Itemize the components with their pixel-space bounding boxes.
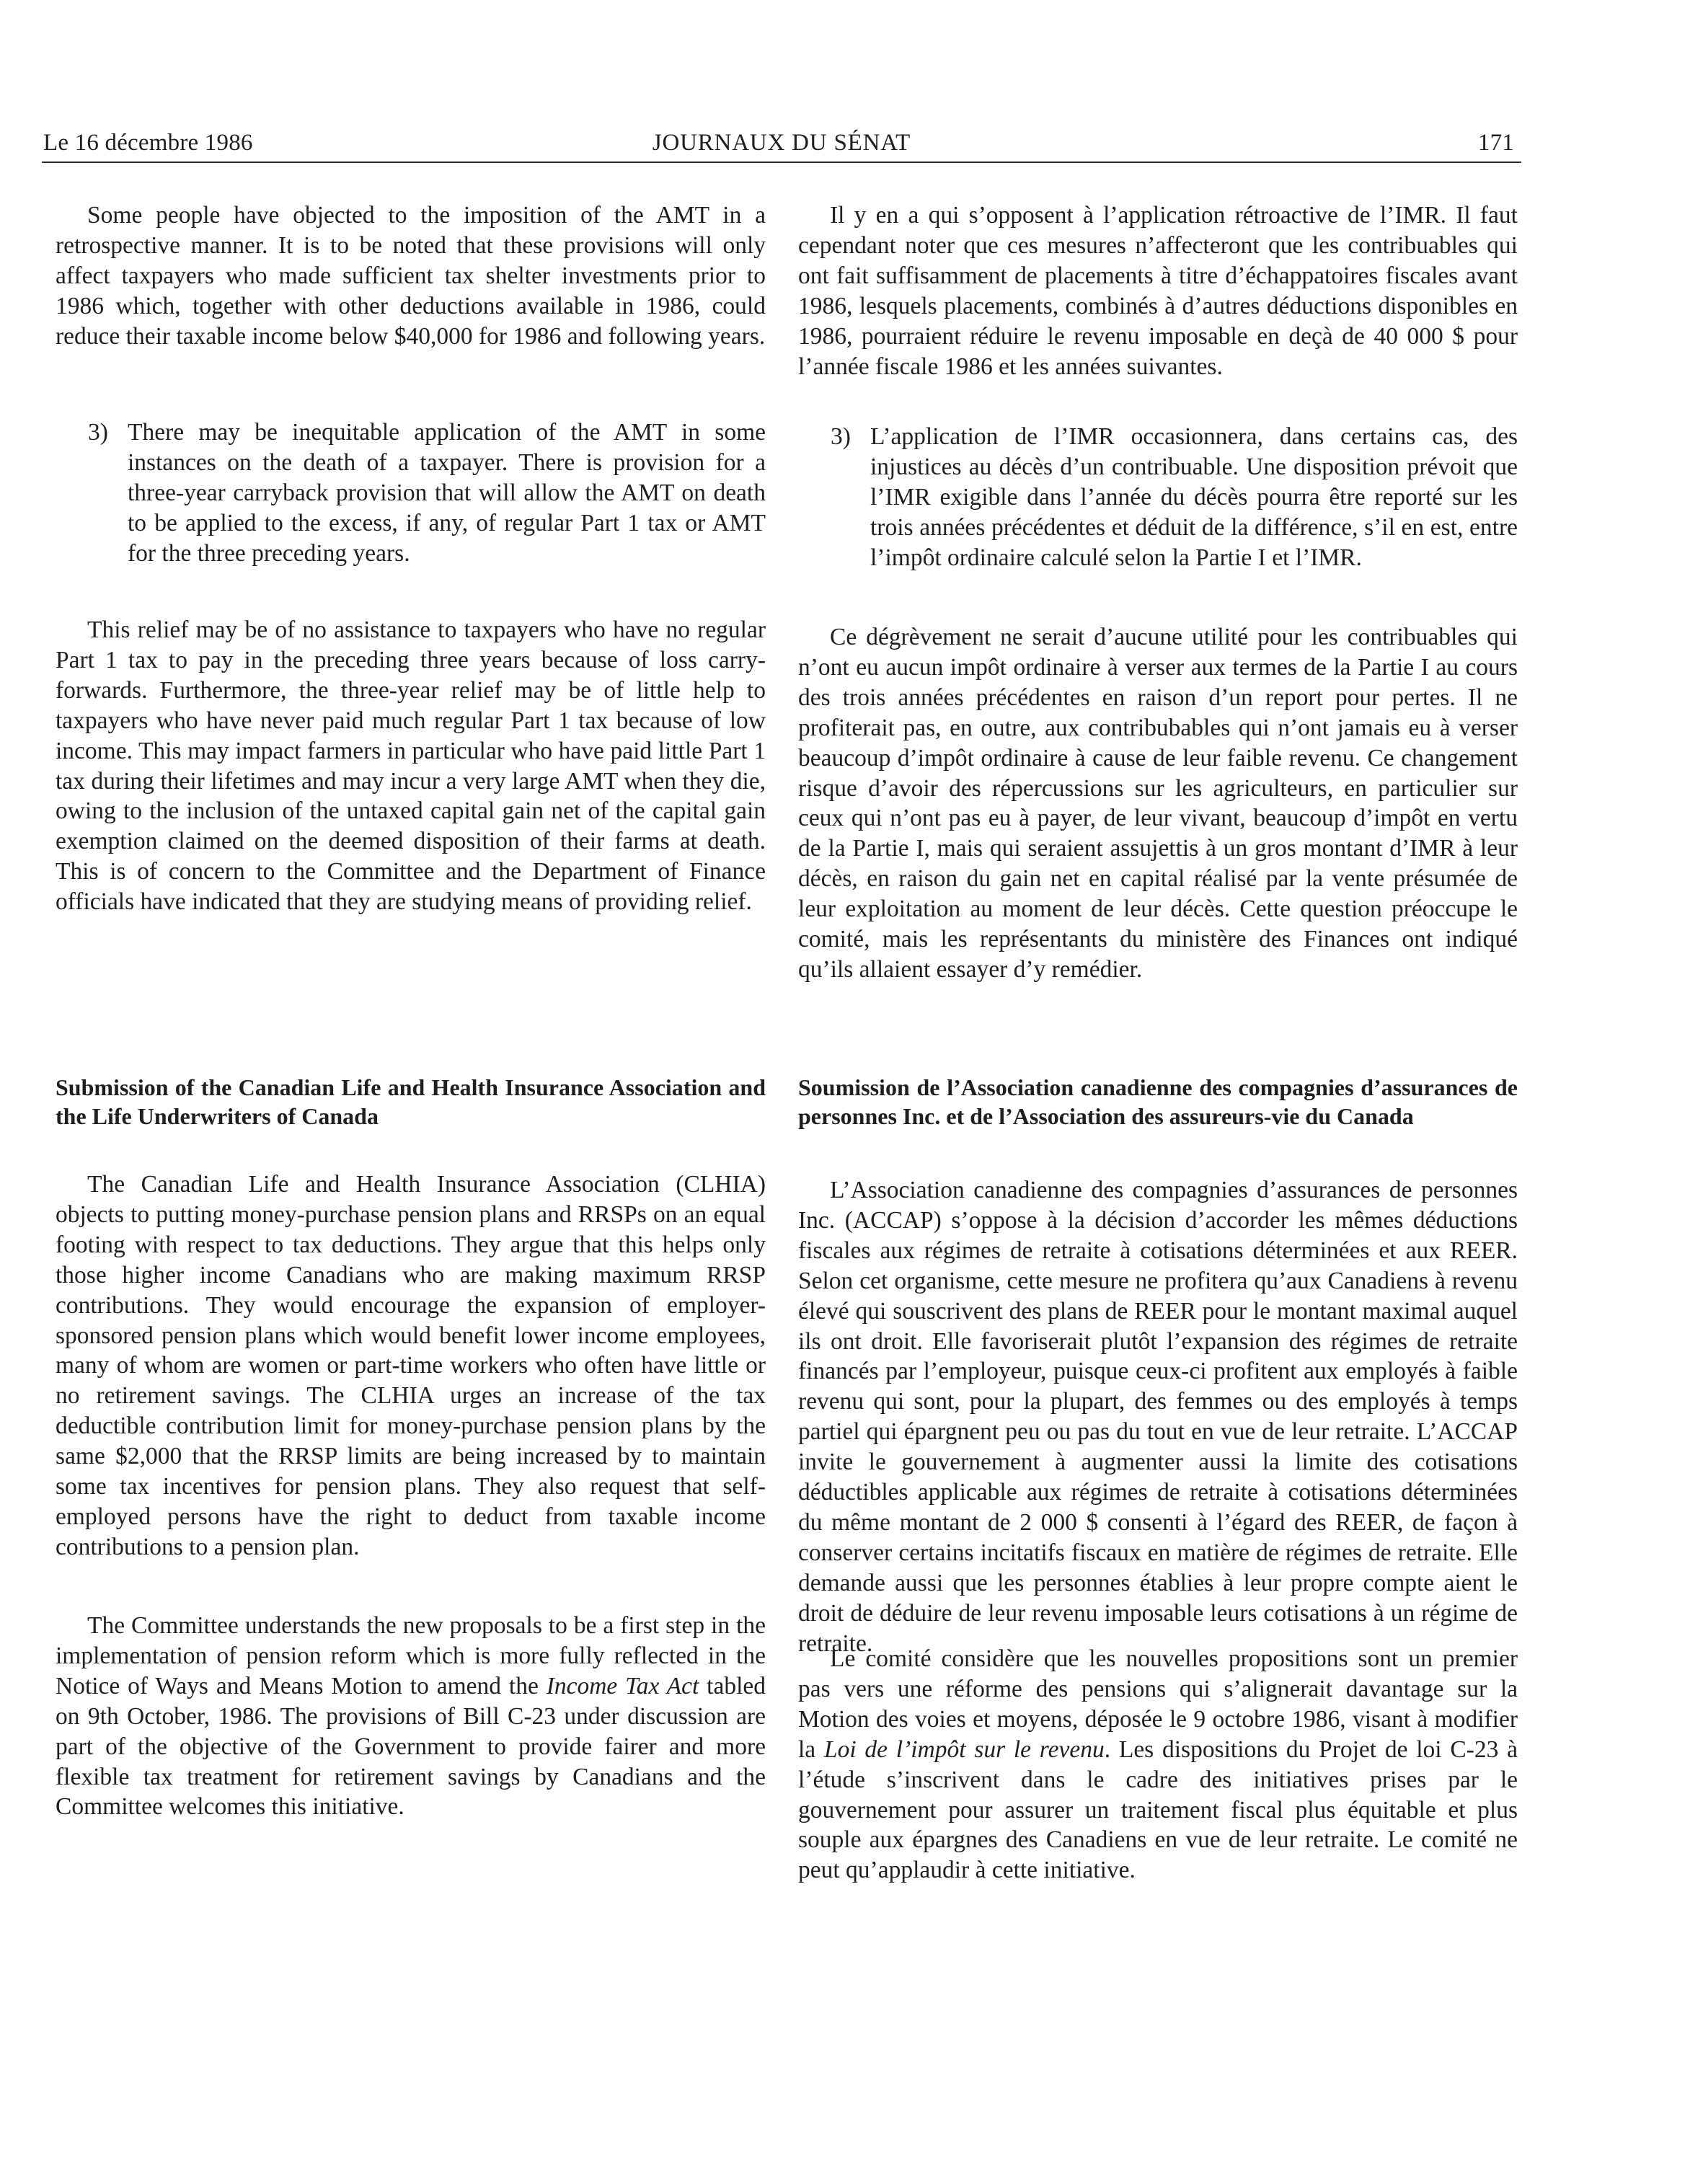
paragraph-relief — [56, 615, 766, 917]
paragraph-text: The Canadian Life and Health Insurance Association (CLHIA) objects to putting money-purchase pension plans and RRSPs on an equal footing with respect to tax deductions. They argue that this helps only those higher income Canadians who are making maximum RRSP contributions. They would encourage the expansion of employer-sponsored pension plans which would benefit lower income employees, many of whom are women or part-time workers who often have little or no retirement savings. The CLHIA urges an increase of the tax deductible contribution limit for money-purchase pension plans by the same $2,000 that the RRSP limits are being increased by to maintain some tax incentives for pension plans. They also request that self-employed persons have the right to deduct from taxable income contributions to a pension plan. — [56, 1171, 766, 1560]
list-item-number: 3) — [88, 419, 108, 446]
paragraph-amt-retrospective — [56, 200, 766, 352]
paragraph-text: The Committee understands the new proposals to be a first step in the implementation of pension reform which is more fully reflected in the Notice of Ways and Means Motion to amend the Income Tax Act tabled on 9th October, 1986. The provisions of Bill C-23 under discussion are part of the objective of the Government to provide fairer and more flexible tax treatment for retirement savings by Canadians and the Committee welcomes this initiative. — [56, 1612, 766, 1821]
section-heading-submission — [56, 1073, 766, 1131]
paragraph-text: L’Association canadienne des compagnies d’assurances de personnes Inc. (ACCAP) s’oppose à la décision d’accorder les mêmes déductions fiscales aux régimes de retraite à cotisations déterminées et aux REER. Selon cet organisme, cette mesure ne profitera qu’aux Canadiens à revenu élevé qui souscrivent des plans de REER pour le montant maximal auquel ils ont droit. Elle favoriserait plutôt l’expansion des régimes de retraite financés par l’employeur, puisque ceux-ci profitent aux employés à faible revenu qui sont, pour la plupart, des femmes ou des employés à temps partiel qui épargnent peu ou pas du tout en vue de leur retraite. L’ACCAP invite le gouvernement à augmenter aussi la limite des cotisations déductibles applicable aux régimes de retraite à cotisations déterminées du même montant de 2 000 $ consenti à l’égard des REER, de façon à conserver certains incitatifs fiscaux en matière de régimes de retraite. Elle demande aussi que les personnes établies à leur propre compte aient le droit de déduire de leur revenu imposable leurs cotisations à un régime de retraite. — [798, 1177, 1518, 1657]
header-date: Le 16 décembre 1986 — [43, 130, 253, 156]
list-item-number: 3) — [831, 423, 851, 450]
list-item-text: L’application de l’IMR occasionnera, dans certains cas, des injustices au décès d’un contribuable. Une disposition prévoit que l’IMR exigible dans l’année du décès pourra être reporté sur les trois années précédentes et déduit de la différence, s’il en est, entre l’impôt ordinaire calculé selon la Partie I et l’IMR. — [870, 423, 1518, 571]
journal-title: JOURNAUX DU SÉNAT — [652, 130, 911, 156]
paragraph-imr-retroactive — [798, 200, 1518, 381]
paragraph-degrevement — [798, 622, 1518, 985]
list-item-3 — [798, 422, 1518, 573]
list-item-text: There may be inequitable application of the AMT in some instances on the death of a taxpayer. There is provision for a three-year carryback provision that will allow the AMT on death to be applied to the excess, if any, of regular Part 1 tax or AMT for the three preceding years. — [128, 419, 766, 567]
list-item-3 — [56, 417, 766, 569]
section-heading-soumission — [798, 1073, 1518, 1131]
paragraph-clhia — [56, 1170, 766, 1562]
act-title: Income Tax Act — [546, 1672, 699, 1699]
paragraph-text: This relief may be of no assistance to taxpayers who have no regular Part 1 tax to pay in the preceding three years because of loss carry-forwards. Furthermore, the three-year relief may be of little help to taxpayers who have never paid much regular Part 1 tax because of low income. This may impact farmers in particular who have paid little Part 1 tax during their lifetimes and may incur a very large AMT when they die, owing to the inclusion of the untaxed capital gain net of the capital gain exemption claimed on the deemed disposition of their farms at death. This is of concern to the Committee and the Department of Finance officials have indicated that they are studying means of providing relief. — [56, 616, 766, 916]
running-header — [42, 124, 1521, 163]
act-title: Loi de l’impôt sur le revenu — [823, 1736, 1105, 1763]
paragraph-committee — [56, 1611, 766, 1822]
paragraph-text: Le comité considère que les nouvelles propositions sont un premier pas vers une réforme des pensions qui s’alignerait davantage sur la Motion des voies et moyens, déposée le 9 octobre 1986, visant à modifier la Loi de l’impôt sur le revenu. Les dispositions du Projet de loi C-23 à l’étude s’inscrivent dans le cadre des initiatives prises par le gouvernement pour assurer un traitement fiscal plus équitable et plus souple aux épargnes des Canadiens en vue de leur retraite. Le comité ne peut qu’applaudir à cette initiative. — [798, 1645, 1518, 1884]
paragraph-comite — [798, 1644, 1518, 1885]
heading-text: Submission of the Canadian Life and Health Insurance Association and the Life Underwriters of Canada — [56, 1074, 766, 1129]
page-number: 171 — [1477, 130, 1514, 156]
heading-text: Soumission de l’Association canadienne des compagnies d’assurances de personnes Inc. et de l’Association des assureurs-vie du Canada — [798, 1074, 1518, 1129]
paragraph-text: Ce dégrèvement ne serait d’aucune utilité pour les contribuables qui n’ont eu aucun impôt ordinaire à verser aux termes de la Partie I au cours des trois années précédentes en raison d’un report pour pertes. Il ne profiterait pas, en outre, aux contribubables qui n’ont jamais eu à verser beaucoup d’impôt ordinaire à cause de leur faible revenu. Ce changement risque d’avoir des répercussions sur les agriculteurs, en particulier sur ceux qui n’ont pas eu à payer, de leur vivant, beaucoup d’impôt en vertu de la Partie I, mais qui seraient assujettis à un gros montant d’IMR à leur décès, en raison du gain net en capital réalisé par la vente présumée de leur exploitation au moment de leur décès. Cette question préoccupe le comité, mais les représentants du ministère des Finances ont indiqué qu’ils allaient essayer d’y remédier. — [798, 624, 1518, 983]
paragraph-accap — [798, 1175, 1518, 1659]
paragraph-text: Il y en a qui s’opposent à l’application rétroactive de l’IMR. Il faut cependant noter que ces mesures n’affecteront que les contribuables qui ont fait suffisamment de placements à titre d’échappatoires fiscales avant 1986, lesquels placements, combinés à d’autres déductions disponibles en 1986, pourraient réduire le revenu imposable en deçà de 40 000 $ pour l’année fiscale 1986 et les années suivantes. — [798, 202, 1518, 380]
paragraph-text: Some people have objected to the imposition of the AMT in a retrospective manner. It is to be noted that these provisions will only affect taxpayers who made sufficient tax shelter investments prior to 1986 which, together with other deductions available in 1986, could reduce their taxable income below $40,000 for 1986 and following years. — [56, 202, 766, 350]
